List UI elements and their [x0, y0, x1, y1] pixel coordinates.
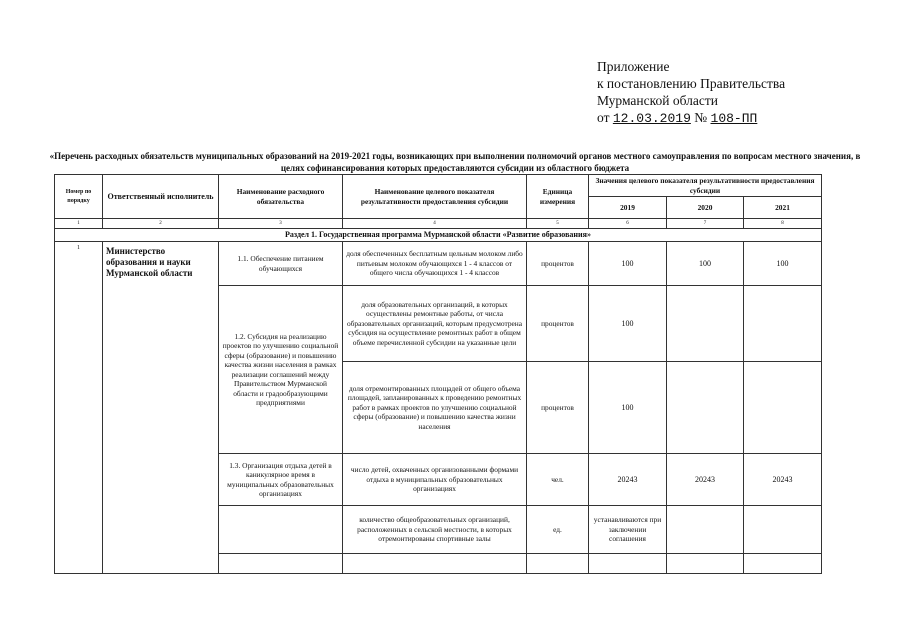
executor-name: Министерство образования и науки Мурманской области [103, 242, 219, 574]
value-1-2a-2019: 100 [589, 286, 667, 362]
colnum-2: 2 [103, 219, 219, 229]
value-1-2b-2021 [744, 362, 822, 454]
oblig-1-1: 1.1. Обеспечение питанием обучающихся [219, 242, 343, 286]
appendix-date-line [597, 109, 785, 127]
value-1-2a-2021 [744, 286, 822, 362]
colnum-3: 3 [219, 219, 343, 229]
colnum-7: 7 [667, 219, 744, 229]
year-2019: 2019 [589, 197, 667, 219]
indicator-1-2a: доля образовательных организаций, в которых осуществлены ремонтные работы, от числа образовательных организаций, которым предусмотрена субсидия на осуществление ремонтных работ в общем объеме перечисленной субсидии на указанные цели [343, 286, 527, 362]
value-1-2b-2020 [667, 362, 744, 454]
indicator-1-4: количество общеобразовательных организаций, расположенных в сельской местности, в которых отремонтированы спортивные залы [343, 506, 527, 554]
value-1-2b-2019: 100 [589, 362, 667, 454]
oblig-cont [219, 554, 343, 574]
unit-cont [527, 554, 589, 574]
value-1-1-2021: 100 [744, 242, 822, 286]
col-exec-header: Ответственный исполнитель [103, 175, 219, 219]
decree-number: 108-ПП [710, 111, 758, 126]
col-oblig-header: Наименование расходного обязательства [219, 175, 343, 219]
section-row [55, 229, 822, 242]
colnum-6: 6 [589, 219, 667, 229]
value-1-3-2020: 20243 [667, 454, 744, 506]
date-prefix: от [597, 110, 610, 125]
value-1-3-2021: 20243 [744, 454, 822, 506]
value-1-4-2020 [667, 506, 744, 554]
colnum-1: 1 [55, 219, 103, 229]
appendix-title: Приложение [597, 59, 670, 74]
colnum-8: 8 [744, 219, 822, 229]
unit-1-2a: процентов [527, 286, 589, 362]
oblig-1-4 [219, 506, 343, 554]
unit-1-3: чел. [527, 454, 589, 506]
indicator-1-3: число детей, охваченных организованными формами отдыха в муниципальных образовательных организациях [343, 454, 527, 506]
value-cont-2020 [667, 554, 744, 574]
unit-1-1: процентов [527, 242, 589, 286]
appendix-ref: к постановлению Правительства [597, 76, 786, 91]
table-row [55, 242, 822, 286]
oblig-1-2: 1.2. Субсидия на реализацию проектов по улучшению социальной сферы (образование) и повышению качества жизни населения в рамках реализации соглашений между Правительством Мурманской области и градообразующими предприятиями [219, 286, 343, 454]
document-title: «Перечень расходных обязательств муниципальных образований на 2019-2021 годы, возникающих при выполнении полномочий органов местного самоуправления по вопросам местного значения, в целях софинансирования которых предоставляются субсидии из областного бюджета [49, 151, 861, 173]
col-indicator-header: Наименование целевого показателя результативности предоставления субсидии [343, 175, 527, 219]
value-cont-2019 [589, 554, 667, 574]
appendix-block [597, 58, 785, 127]
header-row [55, 175, 822, 197]
year-2020: 2020 [667, 197, 744, 219]
value-cont-2021 [744, 554, 822, 574]
colnum-5: 5 [527, 219, 589, 229]
value-1-4-2021 [744, 506, 822, 554]
year-2021: 2021 [744, 197, 822, 219]
col-values-header: Значения целевого показателя результативности предоставления субсидии [589, 175, 822, 197]
indicator-1-1: доля обеспеченных бесплатным цельным молоком либо питьевым молоком обучающихся 1 - 4 классов от общего числа обучающихся 1 - 4 классов [343, 242, 527, 286]
value-1-4-2019: устанавливаются при заключении соглашения [589, 506, 667, 554]
decree-date: 12.03.2019 [612, 111, 691, 126]
column-numbers-row [55, 219, 822, 229]
value-1-3-2019: 20243 [589, 454, 667, 506]
section-title: Раздел 1. Государственная программа Мурманской области «Развитие образования» [55, 229, 822, 242]
indicator-cont [343, 554, 527, 574]
col-num-header: Номер по порядку [55, 175, 103, 219]
colnum-4: 4 [343, 219, 527, 229]
indicator-1-2b: доля отремонтированных площадей от общего объема площадей, запланированных к проведению ремонтных работ в рамках проектов по улучшению социальной сферы (образование) и повышению качества жизни населения [343, 362, 527, 454]
row-number: 1 [55, 242, 103, 574]
value-1-2a-2020 [667, 286, 744, 362]
unit-1-4: ед. [527, 506, 589, 554]
value-1-1-2020: 100 [667, 242, 744, 286]
col-unit-header: Единица измерения [527, 175, 589, 219]
unit-1-2b: процентов [527, 362, 589, 454]
number-prefix: № [694, 110, 708, 125]
obligations-table [54, 174, 822, 574]
appendix-region: Мурманской области [597, 93, 718, 108]
value-1-1-2019: 100 [589, 242, 667, 286]
oblig-1-3: 1.3. Организация отдыха детей в каникулярное время в муниципальных образовательных организациях [219, 454, 343, 506]
